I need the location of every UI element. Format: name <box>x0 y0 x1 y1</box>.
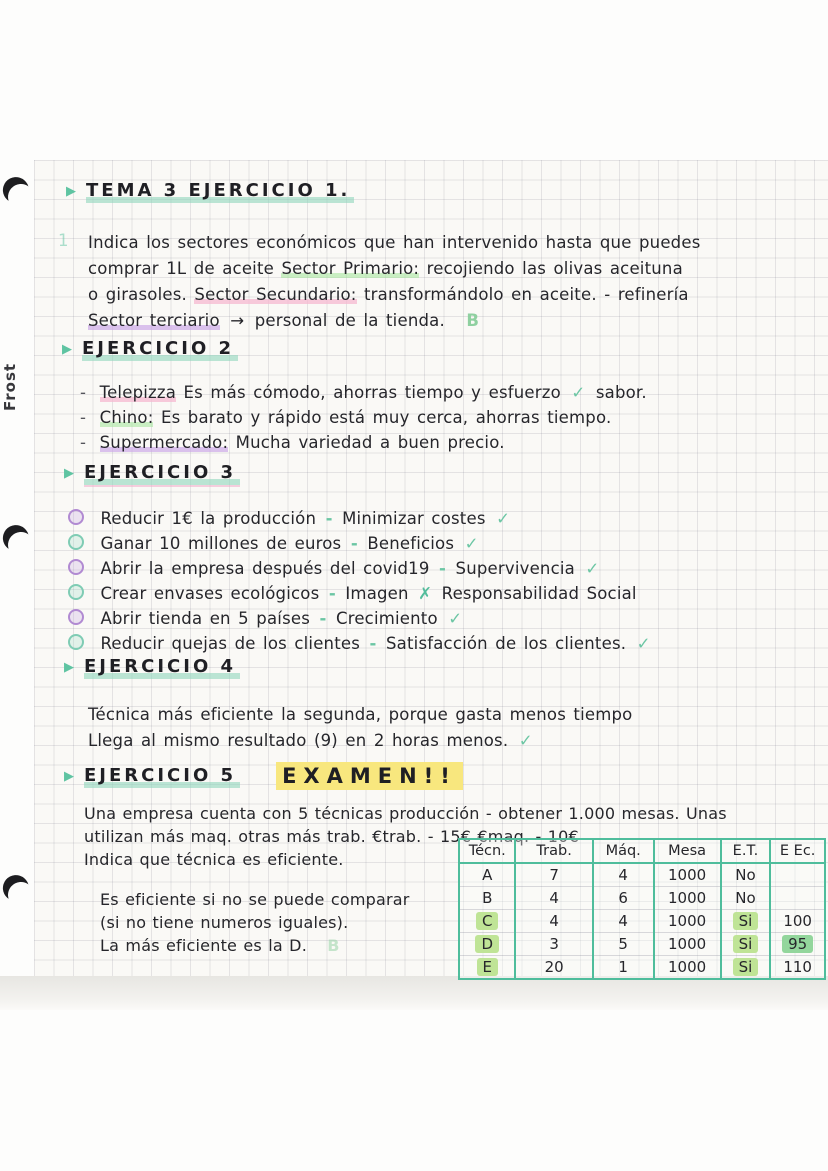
col-header: Máq. <box>593 839 654 863</box>
dash-icon: - <box>328 584 336 603</box>
binder-ring-icon <box>5 879 38 912</box>
table-row <box>459 887 825 910</box>
page-edge-shadow <box>0 976 828 1010</box>
list-item: Abrir tienda en 5 países - Crecimiento ✓ <box>68 606 820 631</box>
cell-eec: 95 <box>770 933 825 956</box>
paragraph-line: comprar 1L de aceite Sector Primario: recojiendo las olivas aceituna <box>88 259 683 278</box>
table-row <box>459 956 825 980</box>
dash-bullet: - <box>80 433 87 452</box>
ejercicio-1-title: TEMA 3 EJERCICIO 1. <box>86 180 354 203</box>
paragraph-line: Llega al mismo resultado (9) en 2 horas menos. ✓ <box>88 728 808 754</box>
margin-number: 1 <box>58 231 69 250</box>
paragraph-line: (si no tiene numeros iguales). <box>100 913 349 932</box>
section-ejercicio-2 <box>62 338 238 361</box>
list-item: Reducir 1€ la producción - Minimizar costes ✓ <box>68 506 820 531</box>
ejercicio-3-title: EJERCICIO 3 <box>84 462 240 485</box>
cell-maq: 6 <box>593 887 654 910</box>
binder-ring-icon <box>5 181 38 214</box>
triangle-bullet-icon: ▶ <box>66 184 76 199</box>
cell-et: Si <box>721 910 771 933</box>
table-row <box>459 933 825 956</box>
highlighted-term: Telepizza <box>99 383 177 402</box>
triangle-bullet-icon: ▶ <box>64 660 74 675</box>
circle-bullet-icon <box>68 509 84 525</box>
list-item: - Chino: Es barato y rápido está muy cerca, ahorras tiempo. <box>80 408 612 427</box>
table-row <box>459 910 825 933</box>
cell-tecnica: A <box>459 863 515 887</box>
col-header: Mesa <box>654 839 721 863</box>
paragraph-line: utilizan más maq. otras más trab. €trab. - 15€ €maq. - 10€ <box>84 827 579 846</box>
grade-mark: B <box>466 311 480 330</box>
triangle-bullet-icon: ▶ <box>64 466 74 481</box>
dash-bullet: - <box>80 383 87 402</box>
cell-trab: 20 <box>515 956 592 980</box>
grade-mark: B <box>327 936 340 955</box>
list-item: Reducir quejas de los clientes - Satisfacción de los clientes. ✓ <box>68 631 820 656</box>
dash-icon: - <box>439 559 447 578</box>
cross-icon: ✗ <box>418 584 433 603</box>
paragraph-line: Técnica más eficiente la segunda, porque gasta menos tiempo <box>88 705 633 724</box>
cell-et: Si <box>721 933 771 956</box>
check-icon: ✓ <box>636 634 651 653</box>
check-icon: ✓ <box>448 609 463 628</box>
section-ejercicio-1 <box>66 180 354 203</box>
ejercicio-4-title: EJERCICIO 4 <box>84 656 240 679</box>
cell-mesa: 1000 <box>654 933 721 956</box>
highlighted-term: Sector terciario <box>88 311 220 330</box>
check-icon: ✓ <box>518 731 533 750</box>
cell-trab: 4 <box>515 910 592 933</box>
ejercicio-5-title: EJERCICIO 5 <box>84 765 240 788</box>
col-header: E.T. <box>721 839 771 863</box>
highlighted-term: Sector Secundario: <box>194 285 357 304</box>
highlighted-term: Chino: <box>99 408 154 427</box>
paragraph-line: Indica los sectores económicos que han intervenido hasta que puedes <box>88 233 701 252</box>
check-icon: ✓ <box>571 383 586 402</box>
cell-maq: 5 <box>593 933 654 956</box>
cell-trab: 4 <box>515 887 592 910</box>
cell-et: Si <box>721 956 771 980</box>
list-item: - Supermercado: Mucha variedad a buen precio. <box>80 433 505 452</box>
col-header: E Ec. <box>770 839 825 863</box>
list-item: - Telepizza Es más cómodo, ahorras tiempo y esfuerzo ✓ sabor. <box>80 383 647 402</box>
arrow-icon: → <box>230 311 245 330</box>
cell-eec: 110 <box>770 956 825 980</box>
list-item: Abrir la empresa después del covid19 - Supervivencia ✓ <box>68 556 820 581</box>
triangle-bullet-icon: ▶ <box>64 768 74 784</box>
paragraph-line: Es eficiente si no se puede comparar <box>100 890 410 909</box>
check-icon: ✓ <box>496 509 511 528</box>
paragraph-line: Una empresa cuenta con 5 técnicas producción - obtener 1.000 mesas. Unas <box>84 804 727 823</box>
dash-bullet: - <box>80 408 87 427</box>
cell-eec <box>770 887 825 910</box>
cell-mesa: 1000 <box>654 910 721 933</box>
paragraph-line: Sector terciario → personal de la tienda. B <box>88 311 480 330</box>
ejercicio-3-list <box>68 506 820 656</box>
cell-mesa: 1000 <box>654 956 721 980</box>
ejercicio-1-text <box>88 230 808 334</box>
list-item: Crear envases ecológicos - Imagen ✗ Responsabilidad Social <box>68 581 820 606</box>
paragraph-line: o girasoles. Sector Secundario: transformándolo en aceite. - refinería <box>88 285 689 304</box>
tecnicas-table <box>458 838 826 980</box>
col-header: Trab. <box>515 839 592 863</box>
col-header: Técn. <box>459 839 515 863</box>
highlighted-term: Sector Primario: <box>281 259 420 278</box>
check-icon: ✓ <box>464 534 479 553</box>
examen-highlight: EXAMEN!! <box>276 762 463 790</box>
binder-ring-icon <box>5 529 38 562</box>
cell-tecnica: C <box>459 910 515 933</box>
section-ejercicio-5 <box>64 762 463 790</box>
ejercicio-4-text <box>88 702 808 754</box>
cell-trab: 7 <box>515 863 592 887</box>
ejercicio-2-list <box>80 380 820 455</box>
cell-maq: 1 <box>593 956 654 980</box>
circle-bullet-icon <box>68 534 84 550</box>
cell-eec <box>770 863 825 887</box>
highlighted-term: Supermercado: <box>99 433 229 452</box>
cell-tecnica: E <box>459 956 515 980</box>
section-ejercicio-4 <box>64 656 240 679</box>
cell-maq: 4 <box>593 863 654 887</box>
check-icon: ✓ <box>585 559 600 578</box>
section-ejercicio-3 <box>64 462 240 485</box>
list-item: Ganar 10 millones de euros - Beneficios ✓ <box>68 531 820 556</box>
dash-icon: - <box>350 534 358 553</box>
cell-mesa: 1000 <box>654 887 721 910</box>
table-header-row <box>459 839 825 863</box>
triangle-bullet-icon: ▶ <box>62 342 72 357</box>
ejercicio-2-title: EJERCICIO 2 <box>82 338 238 361</box>
cell-maq: 4 <box>593 910 654 933</box>
dash-icon: - <box>369 634 377 653</box>
cell-tecnica: B <box>459 887 515 910</box>
dash-icon: - <box>325 509 333 528</box>
paragraph-line: La más eficiente es la D. B <box>100 936 340 955</box>
dash-icon: - <box>319 609 327 628</box>
cell-et: No <box>721 887 771 910</box>
cell-tecnica: D <box>459 933 515 956</box>
cell-et: No <box>721 863 771 887</box>
cell-eec: 100 <box>770 910 825 933</box>
cell-trab: 3 <box>515 933 592 956</box>
ejercicio-5-notes <box>100 888 460 957</box>
paragraph-line: Indica que técnica es eficiente. <box>84 850 344 869</box>
circle-bullet-icon <box>68 584 84 600</box>
table-row <box>459 863 825 887</box>
circle-bullet-icon <box>68 634 84 650</box>
frost-watermark: Frost <box>1 362 20 412</box>
circle-bullet-icon <box>68 559 84 575</box>
cell-mesa: 1000 <box>654 863 721 887</box>
circle-bullet-icon <box>68 609 84 625</box>
